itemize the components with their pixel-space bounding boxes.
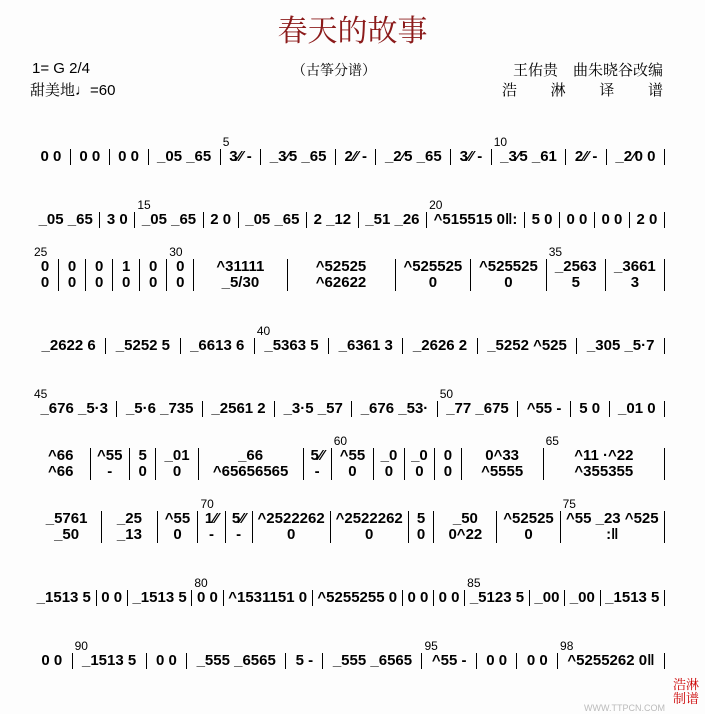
measure-notes: ^52525 0 (503, 510, 554, 543)
measure-number: 85 (467, 576, 481, 590)
staff-line (32, 165, 665, 228)
measure-notes: ^55 - (431, 652, 467, 669)
measure-notes: 0 0 (601, 211, 623, 228)
measure-notes: _5363 5 (264, 337, 319, 354)
measure (577, 338, 665, 354)
measure-notes: 0 0 (176, 258, 185, 291)
measure-notes: _305 _5·7 (586, 337, 655, 354)
measure-notes: 0 0 (443, 447, 453, 480)
measure-notes: ^2522262 0 (335, 510, 403, 543)
staff-line (32, 606, 665, 669)
measure-number: 5 (222, 135, 230, 149)
arranger-char: 淋 (550, 82, 566, 99)
measure-notes: ^55 _23 ^525 :‖ (566, 510, 659, 543)
measure (261, 149, 336, 165)
measure-number: 20 (429, 198, 443, 212)
measure-notes: _01 0 (164, 447, 190, 480)
measure-notes: _3⁄5 _61 (500, 148, 557, 165)
measure (224, 590, 313, 606)
measure (156, 448, 198, 480)
measure (102, 511, 157, 543)
measure (32, 511, 102, 543)
measure-notes: _05 _65 (141, 211, 197, 228)
measure-notes: _77 _675 (446, 400, 509, 417)
measure (544, 434, 665, 480)
measure (100, 212, 135, 228)
measure (181, 338, 255, 354)
measure-notes: ^55 0 (339, 447, 366, 480)
measure (465, 576, 530, 606)
measure-notes: 0 0 (486, 652, 508, 669)
measure (32, 245, 59, 291)
measure-notes: _2561 2 (211, 400, 266, 417)
measure-notes: ^31111 _5/30 (216, 258, 265, 291)
measure-notes: _01 0 (618, 400, 656, 417)
measure (255, 324, 329, 354)
measure-notes: _3·5 _57 (283, 400, 343, 417)
measure (451, 149, 492, 165)
measure-notes: 0^33 ^5555 (481, 447, 524, 480)
measure (517, 653, 558, 669)
measure (396, 259, 472, 291)
measure (32, 149, 71, 165)
measure (286, 653, 323, 669)
measure-notes: 5 0 (138, 447, 147, 480)
measure-notes: ^52525 ^62622 (315, 258, 367, 291)
measure (73, 639, 147, 669)
measure (149, 149, 221, 165)
staff-line (32, 354, 665, 417)
measure (403, 590, 434, 606)
measure (561, 497, 665, 543)
measure-notes: 0 0 (407, 589, 429, 606)
measure (194, 259, 287, 291)
measure (610, 401, 665, 417)
measure-notes: 2 0 (210, 211, 232, 228)
measure-notes: 2 _12 (313, 211, 352, 228)
measure-notes: _1513 5 (81, 652, 137, 669)
measure-notes: _00 (411, 447, 428, 480)
measure-notes: 0 0 (197, 589, 218, 606)
measure (106, 338, 180, 354)
measure-notes: 1⁄⁄ - (204, 510, 219, 543)
measure (130, 448, 157, 480)
measure (630, 212, 665, 228)
measure-notes: _51 _26 (365, 211, 420, 228)
measure (204, 212, 239, 228)
measure-number: 70 (200, 497, 214, 511)
arranger-credit (502, 82, 663, 100)
measure-notes: _3⁄5 _65 (269, 148, 327, 165)
measure (221, 135, 262, 165)
measure-notes: 5 0 (416, 510, 426, 543)
measure (128, 590, 193, 606)
measure-number: 98 (560, 639, 574, 653)
measure-number: 95 (424, 639, 438, 653)
measure-notes: _50 0^22 (448, 510, 483, 543)
measure-notes: 5 0 (579, 400, 601, 417)
measure-notes: 0 0 (94, 258, 104, 291)
measure (32, 338, 106, 354)
measure-notes: _5761 _50 (45, 510, 88, 543)
measure-notes: 0 0 (40, 148, 62, 165)
measure (434, 590, 465, 606)
measure (560, 212, 595, 228)
measure-notes: _5·6 _735 (125, 400, 194, 417)
measure (409, 511, 435, 543)
measure (192, 576, 223, 606)
measure-notes: 5⁄⁄ - (310, 447, 324, 480)
measure (352, 401, 437, 417)
measure-notes: 0 0 (438, 589, 460, 606)
measure (199, 448, 304, 480)
measure (492, 135, 567, 165)
measure (59, 259, 86, 291)
measure-notes: ^55 - (97, 447, 123, 480)
measure (471, 259, 547, 291)
measure-notes: 0 0 (79, 148, 101, 165)
measure-notes: _25 _13 (116, 510, 142, 543)
measure (147, 653, 188, 669)
measure (403, 338, 477, 354)
measure (239, 212, 307, 228)
measure-notes: _66 ^65656565 (212, 447, 289, 480)
measure (547, 245, 606, 291)
measure (304, 448, 332, 480)
measure-notes: _5252 ^525 (487, 337, 567, 354)
measure-notes: 0 0 (118, 148, 140, 165)
measure (601, 590, 666, 606)
staff-line (32, 417, 665, 480)
measure-number: 30 (169, 245, 183, 259)
measure-notes: _05 _65 (157, 148, 212, 165)
staff-line (32, 102, 665, 165)
measure-notes: ^11 ·^22 ^355355 (574, 447, 634, 480)
measure-notes: ^525525 0 (403, 258, 463, 291)
watermark-label: 浩淋制谱 (673, 677, 700, 706)
measure (359, 212, 427, 228)
measure-notes: _5252 5 (115, 337, 171, 354)
measure-notes: _6361 3 (338, 337, 393, 354)
measure-number: 15 (137, 198, 151, 212)
measure-notes: 1 0 (121, 258, 131, 291)
measure-notes: 2⁄⁄ - (574, 148, 598, 165)
measure (530, 590, 565, 606)
measure (140, 259, 167, 291)
measure-number: 45 (34, 387, 48, 401)
measure (565, 590, 600, 606)
measure (91, 448, 130, 480)
measure-notes: 0 0 (155, 652, 177, 669)
measure-notes: 5 - (295, 652, 314, 669)
measure-number: 10 (493, 135, 508, 149)
measure (198, 497, 225, 543)
measure-notes: 3⁄⁄ - (459, 148, 483, 165)
measure-notes: _05 _65 (245, 211, 300, 228)
measure-notes: _2622 6 (41, 337, 96, 354)
measure-number: 25 (34, 245, 48, 259)
measure (187, 653, 286, 669)
measure (226, 511, 253, 543)
measure-notes: 0 0 (67, 258, 77, 291)
measure-notes: _00 (569, 589, 595, 606)
measure-notes: _2563 5 (554, 258, 597, 291)
measure (253, 511, 331, 543)
measure (329, 338, 403, 354)
measure-notes: 3⁄⁄ - (229, 148, 252, 165)
measure-number: 35 (548, 245, 563, 259)
measure (566, 149, 607, 165)
measure (313, 590, 403, 606)
staff-line (32, 228, 665, 291)
measure-number: 60 (333, 434, 348, 448)
measure-notes: 0 0 (101, 589, 123, 606)
measure (405, 448, 435, 480)
staff-line (32, 543, 665, 606)
measure (97, 590, 128, 606)
measure-notes: _6613 6 (190, 337, 245, 354)
measure-number: 75 (562, 497, 576, 511)
measure-number: 50 (439, 387, 454, 401)
measure-notes: ^5255255 0 (317, 589, 398, 606)
key-signature: 1= G 2/4 (32, 60, 90, 77)
measure-notes: _00 (380, 447, 398, 480)
measure (158, 511, 199, 543)
measure (117, 401, 202, 417)
measure (336, 149, 377, 165)
measure-notes: _676 _5·3 (40, 400, 109, 417)
measure-number: 65 (545, 434, 559, 448)
measure-notes: 2⁄⁄ - (344, 148, 367, 165)
measure (86, 259, 113, 291)
measure (374, 448, 404, 480)
arranger-char: 谱 (647, 82, 663, 99)
staff-line (32, 291, 665, 354)
measure-notes: 0 0 (40, 258, 50, 291)
measure (203, 401, 275, 417)
measure-notes: ^515515 0‖: (433, 211, 518, 228)
composer-credit: 王佑贵 曲朱晓谷改编 (512, 62, 663, 79)
measure (32, 653, 73, 669)
measure (135, 198, 203, 228)
measure-notes: ^1531151 0 (228, 589, 308, 606)
measure (331, 511, 409, 543)
measure-notes: _1513 5 (132, 589, 187, 606)
measure (32, 212, 100, 228)
measure (435, 448, 462, 480)
measure (323, 653, 422, 669)
measure (438, 387, 519, 417)
measure-notes: _676 _53· (360, 400, 429, 417)
measure (558, 639, 665, 669)
measure (434, 511, 497, 543)
tempo-marking: 甜美地♩=60 (30, 82, 116, 99)
measure (275, 401, 352, 417)
arranger-char: 译 (599, 82, 615, 99)
score-staves (32, 102, 665, 669)
measure (307, 212, 359, 228)
measure-notes: ^55 - (526, 400, 562, 417)
measure (32, 590, 97, 606)
measure (477, 653, 518, 669)
measure-notes: 0 0 (149, 258, 158, 291)
staff-line (32, 480, 665, 543)
measure-notes: _05 _65 (38, 211, 93, 228)
measure-number: 40 (256, 324, 271, 338)
measure (525, 212, 560, 228)
measure-notes: _2⁄5 _65 (384, 148, 442, 165)
measure-notes: 0 0 (526, 652, 548, 669)
measure (606, 259, 665, 291)
measure (32, 387, 117, 417)
measure (332, 434, 375, 480)
measure-notes: _2626 2 (412, 337, 468, 354)
measure (462, 448, 544, 480)
measure-notes: 2 0 (636, 211, 658, 228)
measure (518, 401, 571, 417)
measure-notes: _555 _6565 (196, 652, 276, 669)
score-title: 春天的故事 (277, 14, 428, 49)
measure (571, 401, 610, 417)
measure-notes: 5 0 (531, 211, 553, 228)
measure (288, 259, 396, 291)
measure-notes: ^525525 0 (479, 258, 538, 291)
measure (607, 149, 665, 165)
measure-notes: _1513 5 (36, 589, 91, 606)
measure-notes: 0 0 (41, 652, 63, 669)
measure (110, 149, 149, 165)
score-subtitle: （古筝分谱） (292, 62, 376, 78)
measure (595, 212, 630, 228)
measure-notes: ^5255262 0‖ (567, 652, 655, 669)
measure-notes: _5123 5 (469, 589, 525, 606)
measure-number: 90 (74, 639, 88, 653)
measure (427, 198, 525, 228)
measure (32, 448, 91, 480)
measure (376, 149, 451, 165)
watermark-site: WWW.TTPCN.COM (584, 703, 665, 713)
measure (478, 338, 578, 354)
measure-notes: _00 (534, 589, 560, 606)
measure-notes: ^66 ^66 (48, 447, 74, 480)
measure-notes: _555 _6565 (332, 652, 413, 669)
measure (71, 149, 110, 165)
measure-notes: ^2522262 0 (257, 510, 325, 543)
measure-notes: ^55 0 (164, 510, 191, 543)
measure (167, 245, 194, 291)
measure-number: 80 (194, 576, 208, 590)
measure (113, 259, 140, 291)
measure-notes: _3661 3 (614, 258, 656, 291)
measure (497, 511, 560, 543)
measure-notes: _2⁄0 0 (615, 148, 656, 165)
measure-notes: 0 0 (566, 211, 588, 228)
arranger-char: 浩 (502, 82, 518, 99)
measure-notes: 3 0 (106, 211, 128, 228)
measure (422, 639, 476, 669)
measure-notes: 5⁄⁄ - (231, 510, 246, 543)
measure-notes: _1513 5 (605, 589, 660, 606)
